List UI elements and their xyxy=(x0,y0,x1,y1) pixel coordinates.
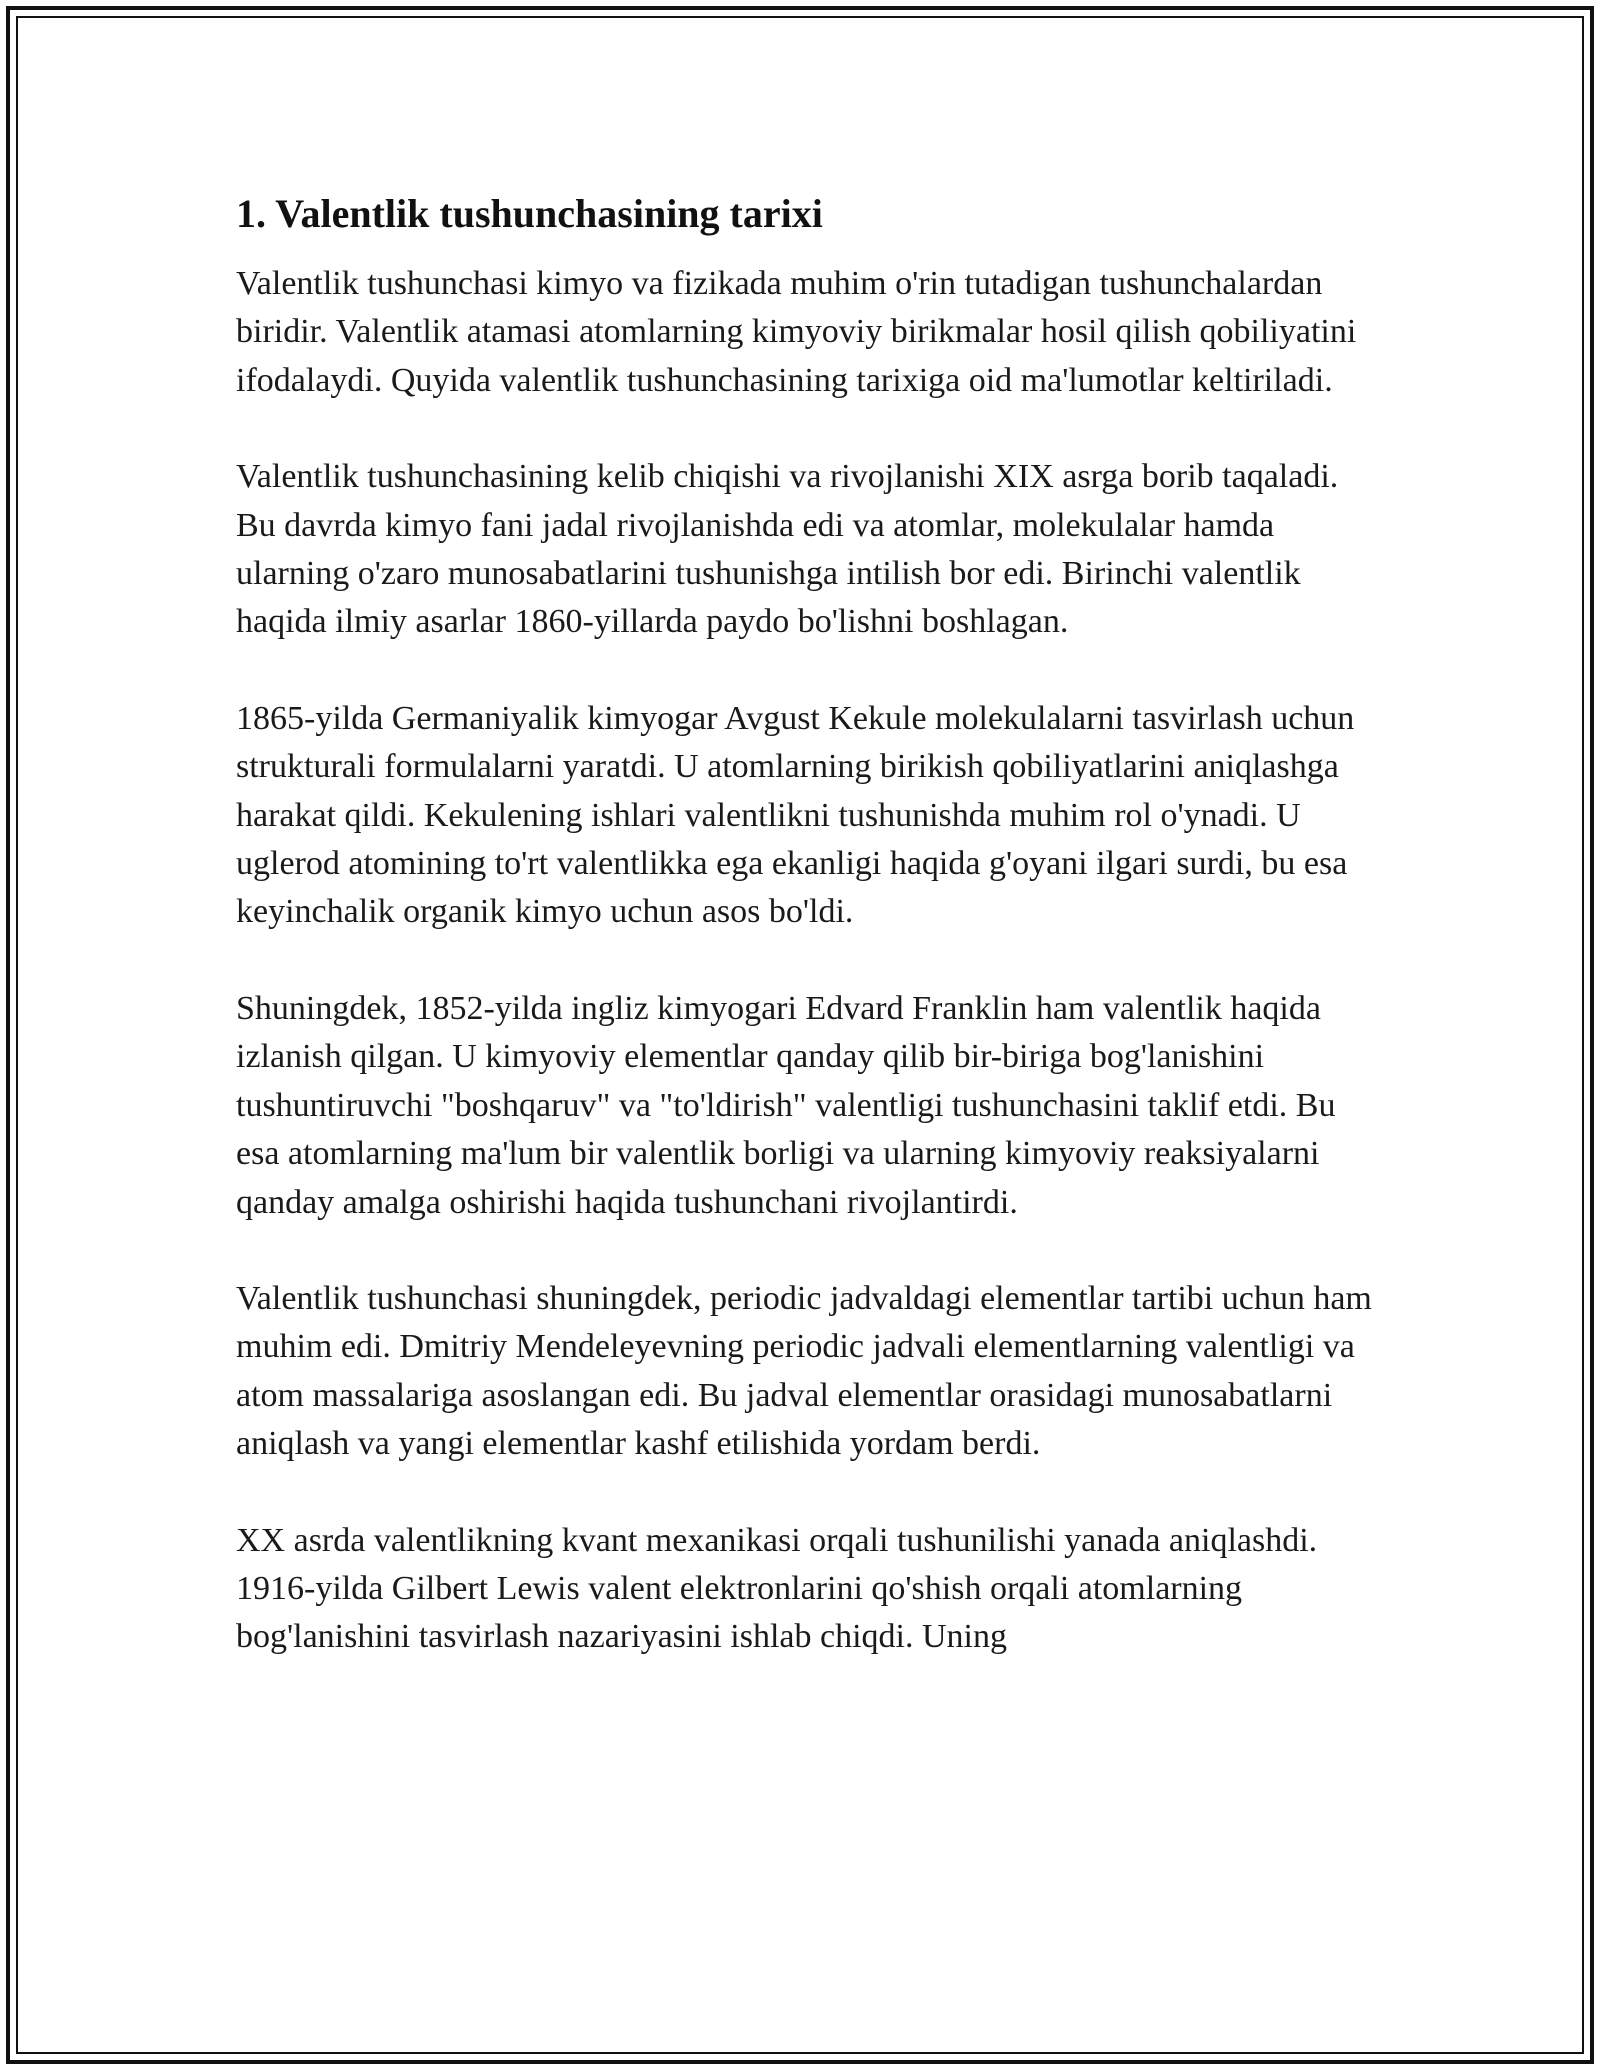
paragraph-mendeleev: Valentlik tushunchasi shuningdek, periodic jadvaldagi elementlar tartibi uchun ham muhim edi. Dmitriy Mendeleyevning periodic jadvali elementlarning valentligi va atom massalariga asoslangan edi. Bu jadval elementlar orasidagi munosabatlarni aniqlash va yangi elementlar kashf etilishida yordam berdi. xyxy=(236,1279,1372,1463)
paragraph-lewis: XX asrda valentlikning kvant mexanikasi orqali tushunilishi yanada aniqlashdi. 1916-yilda Gilbert Lewis valent elektronlarini qo'shish orqali atomlarning bog'lanishini tasvirlash nazariyasini ishlab chiqdi. Uning xyxy=(236,1521,1318,1656)
paragraph-franklin: Shuningdek, 1852-yilda ingliz kimyogari Edvard Franklin ham valentlik haqida izlanish qilgan. U kimyoviy elementlar qanday qilib bir-biriga bog'lanishini tushuntiruvchi "boshqaruv" va "to'ldirish" valentligi tushunchasini taklif etdi. Bu esa atomlarning ma'lum bir valentlik borligi va ularning kimyoviy reaksiyalarni qanday amalga oshirishi haqida tushunchani rivojlantirdi. xyxy=(236,989,1336,1221)
document-body xyxy=(236,186,1376,1662)
paragraph-origins: Valentlik tushunchasining kelib chiqishi va rivojlanishi XIX asrga borib taqaladi. Bu davrda kimyo fani jadal rivojlanishda edi va atomlar, molekulalar hamda ularning o'zaro munosabatlarini tushunishga intilish bor edi. Birinchi valentlik haqida ilmiy asarlar 1860-yillarda paydo bo'lishni boshlagan. xyxy=(236,458,1339,641)
paragraph-intro: Valentlik tushunchasi kimyo va fizikada muhim o'rin tutadigan tushunchalardan biridir. Valentlik atamasi atomlarning kimyoviy birikmalar hosil qilish qobiliyatini ifodalaydi. Quyida valentlik tushunchasining tarixiga oid ma'lumotlar keltiriladi. xyxy=(236,265,1357,399)
paragraph-kekule: 1865-yilda Germaniyalik kimyogar Avgust Kekule molekulalarni tasvirlash uchun strukturali formulalarni yaratdi. U atomlarning birikish qobiliyatlarini aniqlashga harakat qildi. Kekulening ishlari valentlikni tushunishda muhim rol o'ynadi. U uglerod atomining to'rt valentlikka ega ekanligi haqida g'oyani ilgari surdi, bu esa keyinchalik organik kimyo uchun asos bo'ldi. xyxy=(236,699,1355,931)
section-heading: 1. Valentlik tushunchasining tarixi xyxy=(236,191,823,236)
